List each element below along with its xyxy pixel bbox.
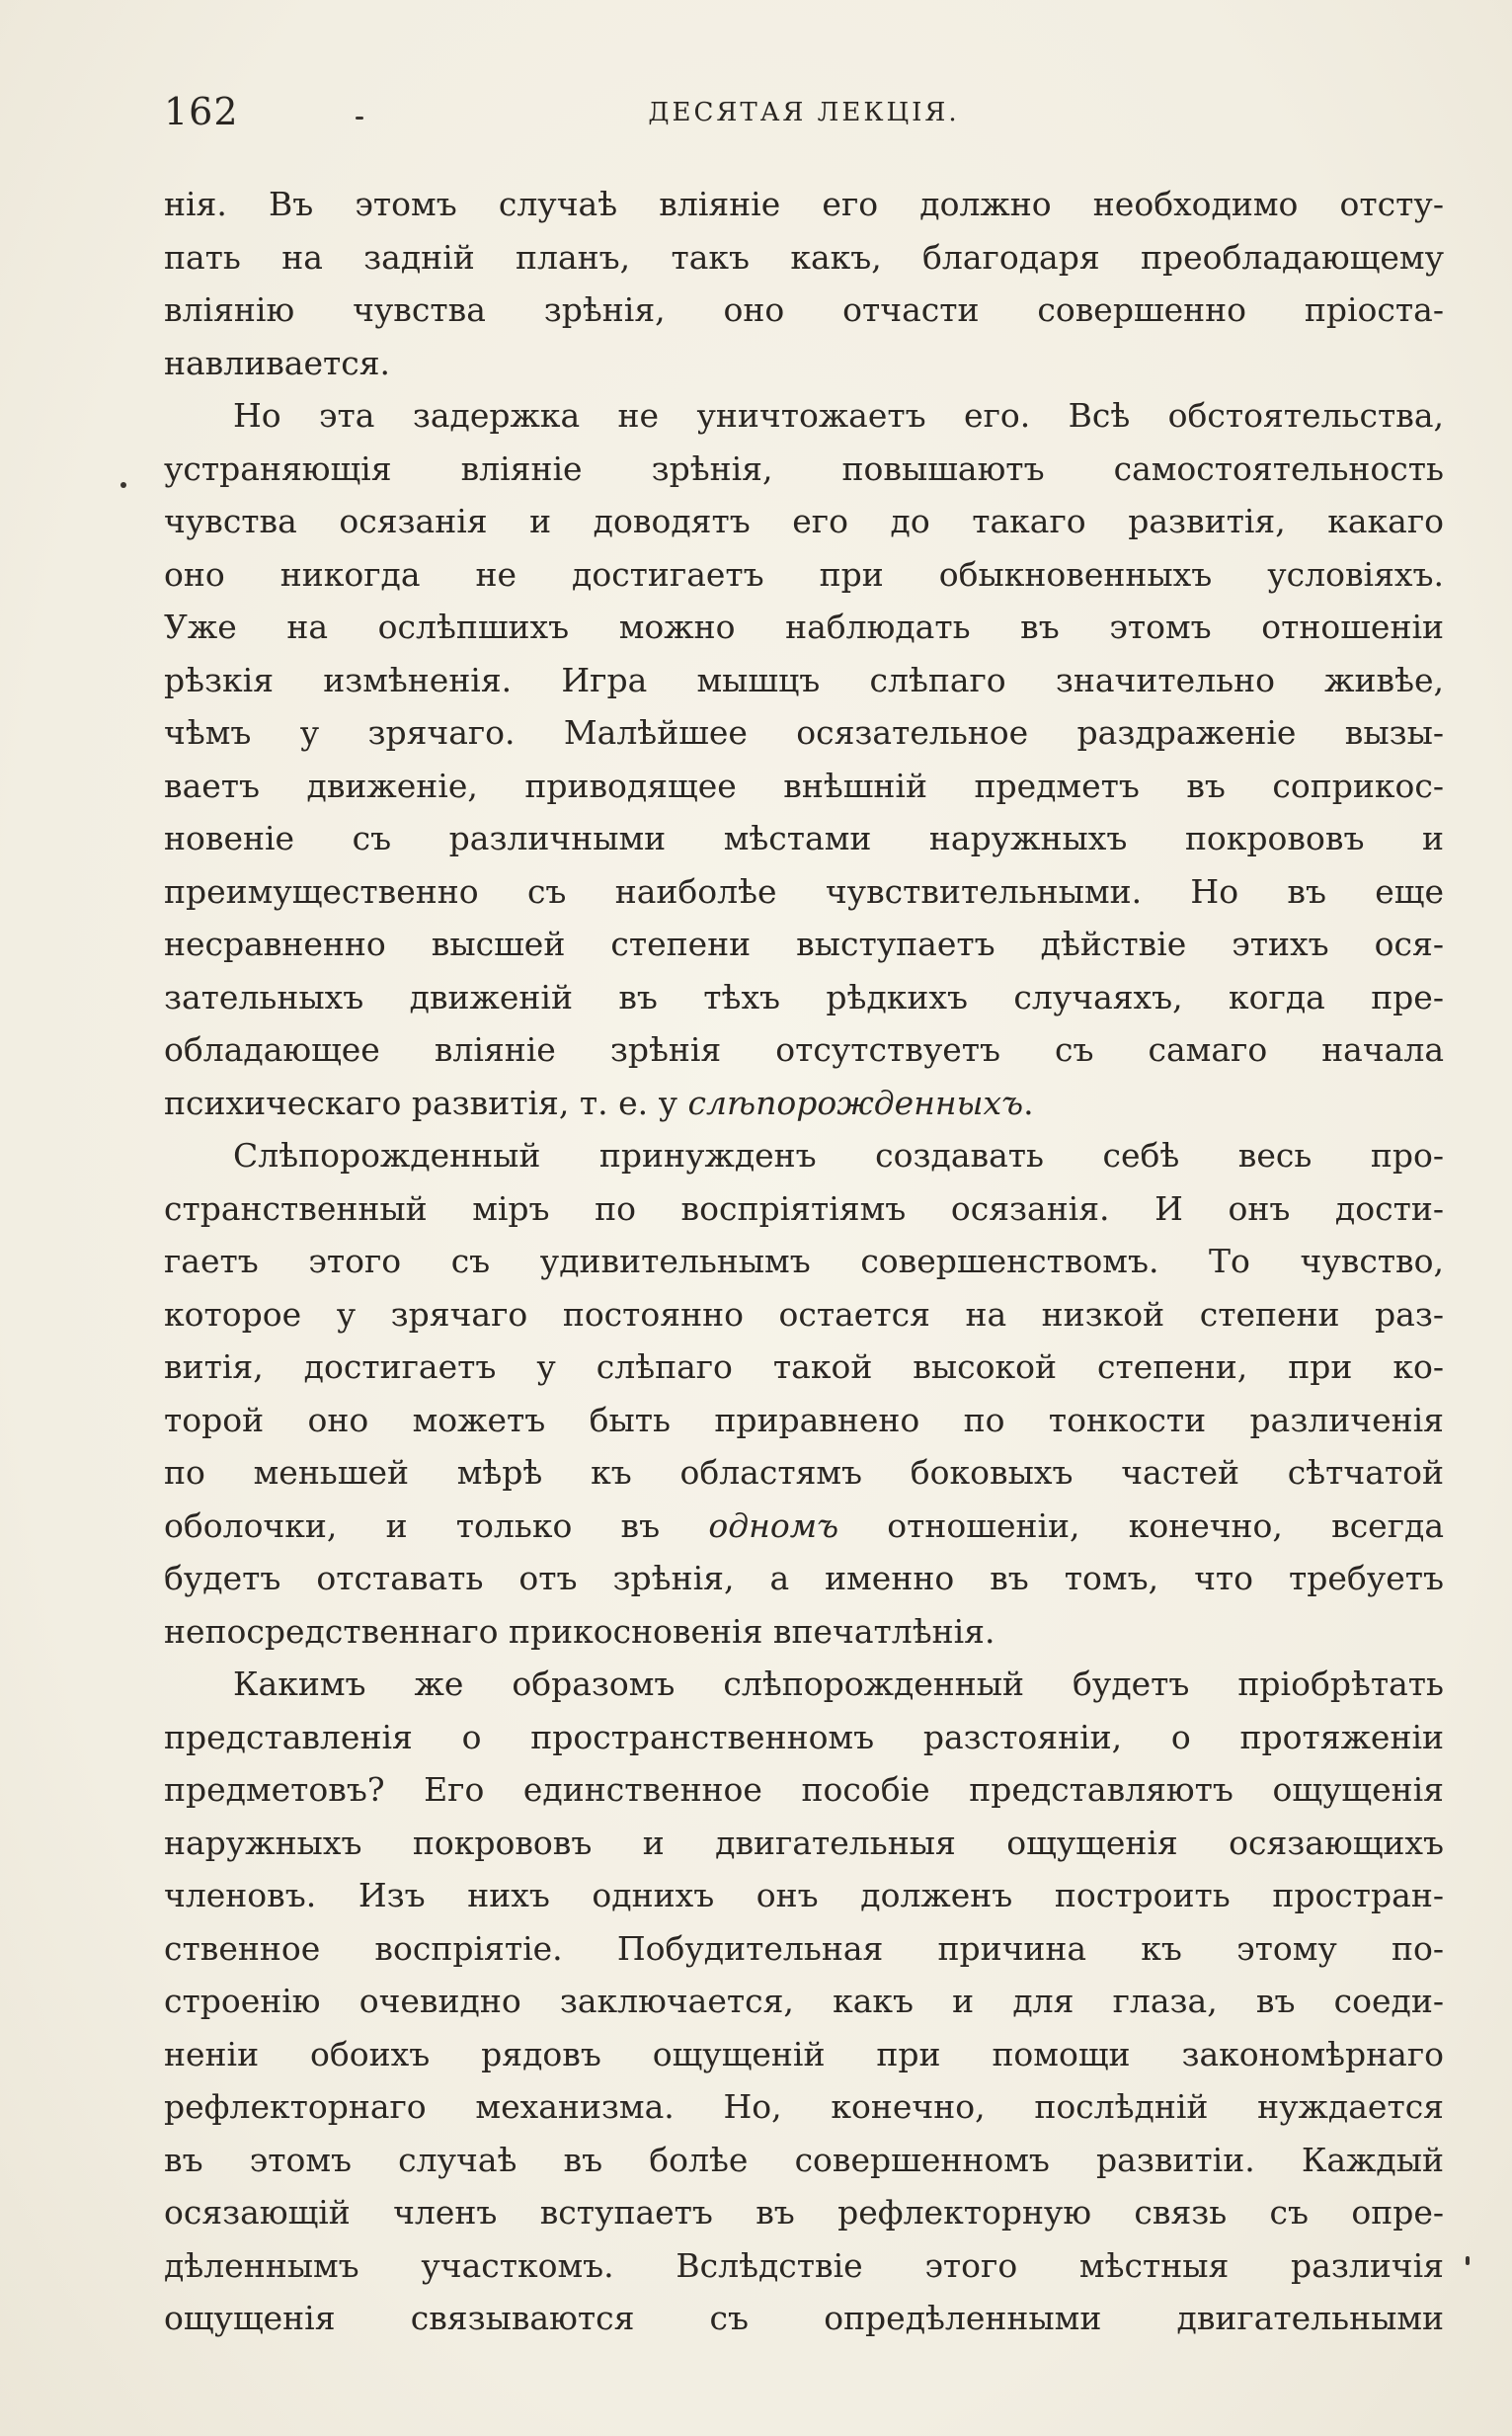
text-line: въ этомъ случаѣ въ болѣе совершенномъ развитіи. Каждый bbox=[164, 2140, 1444, 2179]
text-line: гаетъ этого съ удивительнымъ совершенствомъ. То чувство, bbox=[164, 1242, 1444, 1280]
text-fragment: психическаго развитія, т. е. у bbox=[164, 1083, 688, 1122]
text-line bbox=[164, 1500, 1444, 1553]
body-text bbox=[164, 178, 1444, 2345]
text-line: предметовъ? Его единственное пособіе представляютъ ощущенія bbox=[164, 1770, 1444, 1809]
text-line: осязающій членъ вступаетъ въ рефлекторную связь съ опре- bbox=[164, 2193, 1444, 2232]
text-line: которое у зрячаго постоянно остается на низкой степени раз- bbox=[164, 1294, 1444, 1334]
text-line: Но эта задержка не уничтожаетъ его. Всѣ обстоятельства, bbox=[233, 396, 1444, 435]
text-fragment: оболочки, и только въ bbox=[164, 1505, 709, 1545]
text-line: зательныхъ движеній въ тѣхъ рѣдкихъ случаяхъ, когда пре- bbox=[164, 977, 1444, 1016]
page-header bbox=[164, 87, 1444, 136]
text-line: оно никогда не достигаетъ при обыкновенныхъ условіяхъ. bbox=[164, 554, 1444, 594]
ink-speck bbox=[356, 117, 363, 120]
text-line: рѣзкія измѣненія. Игра мышцъ слѣпаго значительно живѣе, bbox=[164, 660, 1444, 699]
text-line: устраняющія вліяніе зрѣнія, повышаютъ самостоятельность bbox=[164, 448, 1444, 488]
text-line: обладающее вліяніе зрѣнія отсутствуетъ съ самаго начала bbox=[164, 1030, 1444, 1069]
italic-term: одномъ bbox=[708, 1505, 839, 1545]
text-line: нія. Въ этомъ случаѣ вліяніе его должно необходимо отсту- bbox=[164, 185, 1444, 223]
text-line: представленія о пространственномъ разстояніи, о протяженіи bbox=[164, 1717, 1444, 1756]
text-line: торой оно можетъ быть приравнено по тонкости различенія bbox=[164, 1400, 1444, 1439]
text-line: членовъ. Изъ нихъ однихъ онъ долженъ построить простран- bbox=[164, 1876, 1444, 1914]
text-line: ственное воспріятіе. Побудительная причина къ этому по- bbox=[164, 1928, 1444, 1968]
text-line: по меньшей мѣрѣ къ областямъ боковыхъ частей сѣтчатой bbox=[164, 1453, 1444, 1492]
text-line: дѣленнымъ участкомъ. Вслѣдствіе этого мѣстныя различія bbox=[164, 2245, 1444, 2285]
text-line: несравненно высшей степени выступаетъ дѣйствіе этихъ ося- bbox=[164, 925, 1444, 963]
text-fragment: . bbox=[1023, 1083, 1034, 1122]
text-line: наружныхъ покрововъ и двигательныя ощущенія осязающихъ bbox=[164, 1823, 1444, 1862]
running-head: ДЕСЯТАЯ ЛЕКЦІЯ. bbox=[648, 98, 960, 127]
text-line: чувства осязанія и доводятъ его до такаго развитія, какаго bbox=[164, 502, 1444, 540]
text-line: вліянію чувства зрѣнія, оно отчасти совершенно пріоста- bbox=[164, 290, 1444, 329]
text-line: Какимъ же образомъ слѣпорожденный будетъ пріобрѣтать bbox=[233, 1665, 1444, 1703]
text-line: ваетъ движеніе, приводящее внѣшній предметъ въ соприкос- bbox=[164, 766, 1444, 805]
ink-speck bbox=[120, 482, 126, 488]
text-line: странственный міръ по воспріятіямъ осязанія. И онъ дости- bbox=[164, 1188, 1444, 1228]
text-line: неніи обоихъ рядовъ ощущеній при помощи закономѣрнаго bbox=[164, 2034, 1444, 2073]
paragraph-3 bbox=[164, 1129, 1444, 1658]
text-line: ощущенія связываются съ опредѣленными двигательными bbox=[164, 2299, 1444, 2337]
text-line: навливается. bbox=[164, 343, 391, 382]
text-line bbox=[164, 1077, 1444, 1130]
paragraph-1 bbox=[164, 178, 1444, 389]
text-line: рефлекторнаго механизма. Но, конечно, послѣдній нуждается bbox=[164, 2087, 1444, 2126]
page-number: 162 bbox=[164, 90, 239, 133]
text-line: строенію очевидно заключается, какъ и для глаза, въ соеди- bbox=[164, 1982, 1444, 2020]
text-line: будетъ отставать отъ зрѣнія, а именно въ томъ, что требуетъ bbox=[164, 1559, 1444, 1597]
text-line: чѣмъ у зрячаго. Малѣйшее осязательное раздраженіе вызы- bbox=[164, 713, 1444, 752]
text-fragment: отношеніи, конечно, всегда bbox=[838, 1505, 1444, 1545]
text-line: пать на задній планъ, такъ какъ, благодаря преобладающему bbox=[164, 237, 1444, 277]
italic-term: слѣпорожденныхъ bbox=[687, 1083, 1024, 1122]
text-line: преимущественно съ наиболѣе чувствительными. Но въ еще bbox=[164, 871, 1444, 911]
text-line: Уже на ослѣпшихъ можно наблюдать въ этомъ отношеніи bbox=[164, 608, 1444, 646]
text-line: новеніе съ различными мѣстами наружныхъ покрововъ и bbox=[164, 819, 1444, 857]
paragraph-2 bbox=[164, 389, 1444, 1129]
text-line: Слѣпорожденный принужденъ создавать себѣ весь про- bbox=[233, 1136, 1444, 1175]
paragraph-4 bbox=[164, 1658, 1444, 2345]
text-line: непосредственнаго прикосновенія впечатлѣнія. bbox=[164, 1611, 995, 1651]
text-line: витія, достигаетъ у слѣпаго такой высокой степени, при ко- bbox=[164, 1347, 1444, 1386]
ink-speck bbox=[1466, 2256, 1470, 2265]
